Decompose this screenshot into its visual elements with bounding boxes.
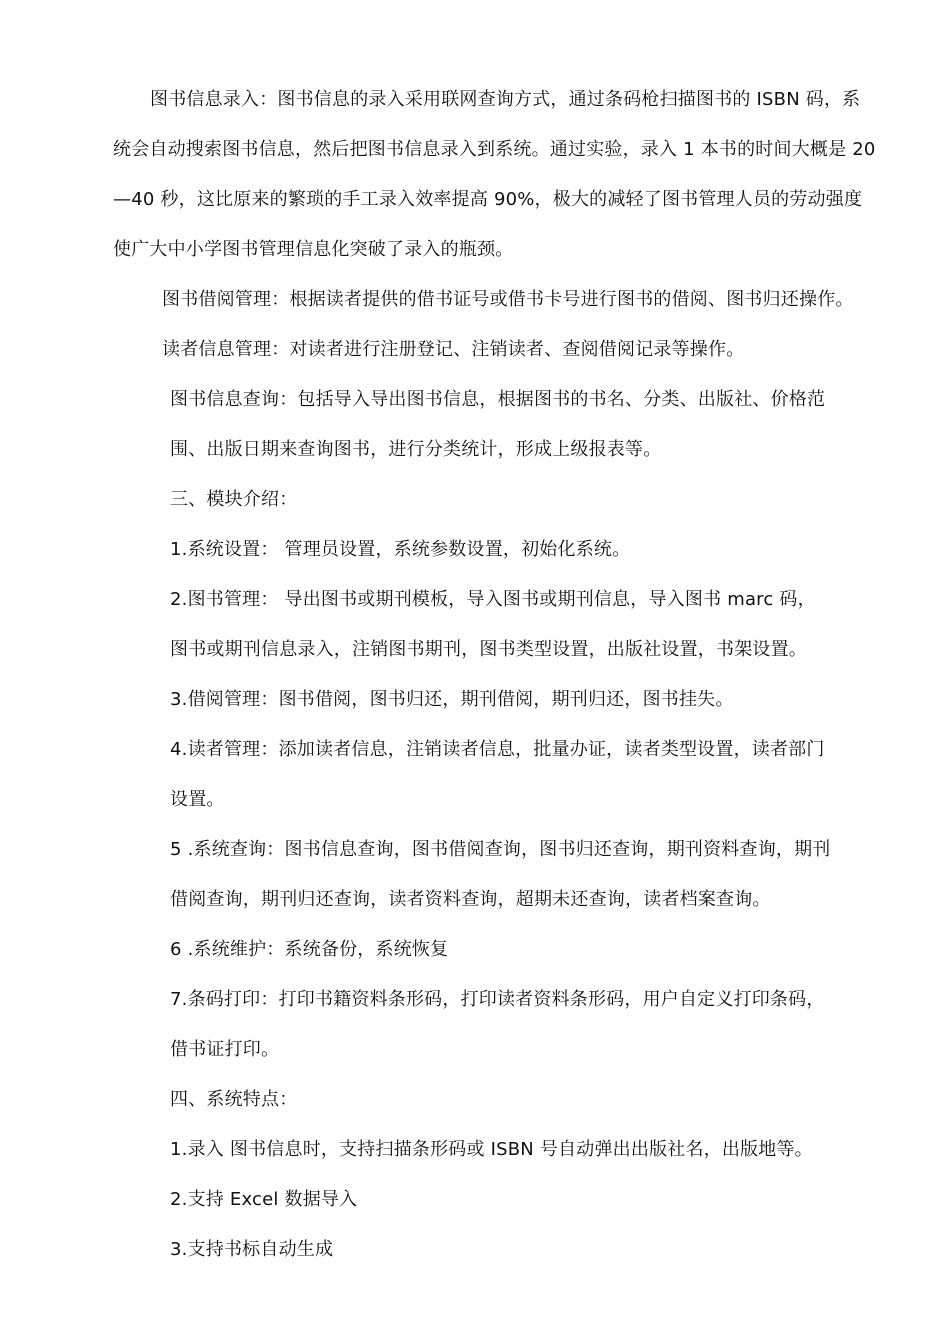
intro-line-2: 统会自动搜索图书信息，然后把图书信息录入到系统。通过实验，录入 1 本书的时间大概是 20: [113, 139, 876, 160]
module-2-line-1: 2.图书管理： 导出图书或期刊模板，导入图书或期刊信息，导入图书 marc 码，: [170, 589, 816, 610]
intro-line-1: 图书信息录入：图书信息的录入采用联网查询方式，通过条码枪扫描图书的 ISBN 码，系: [150, 89, 861, 110]
module-4-line-2: 设置。: [170, 789, 225, 810]
query-line-2: 围、出版日期来查询图书，进行分类统计，形成上级报表等。: [170, 439, 662, 460]
module-7-line-2: 借书证打印。: [170, 1039, 280, 1060]
module-6: 6 .系统维护：系统备份，系统恢复: [170, 939, 449, 960]
module-7-line-1: 7.条码打印：打印书籍资料条形码，打印读者资料条形码，用户自定义打印条码，: [170, 989, 825, 1010]
module-5-line-1: 5 .系统查询：图书信息查询，图书借阅查询，图书归还查询，期刊资料查询，期刊: [170, 839, 831, 860]
intro-line-4: 使广大中小学图书管理信息化突破了录入的瓶颈。: [113, 239, 514, 260]
borrow-management-paragraph: 图书借阅管理：根据读者提供的借书证号或借书卡号进行图书的借阅、图书归还操作。: [162, 289, 854, 310]
intro-line-3: —40 秒，这比原来的繁琐的手工录入效率提高 90%，极大的减轻了图书管理人员的劳动强度: [113, 189, 863, 210]
section-4-heading: 四、系统特点：: [170, 1089, 298, 1110]
section-3-heading: 三、模块介绍：: [170, 489, 298, 510]
reader-management-paragraph: 读者信息管理：对读者进行注册登记、注销读者、查阅借阅记录等操作。: [162, 339, 745, 360]
feature-3: 3.支持书标自动生成: [170, 1239, 334, 1260]
module-2-line-2: 图书或期刊信息录入，注销图书期刊，图书类型设置，出版社设置，书架设置。: [170, 639, 807, 660]
module-4-line-1: 4.读者管理：添加读者信息，注销读者信息，批量办证，读者类型设置，读者部门: [170, 739, 825, 760]
module-5-line-2: 借阅查询，期刊归还查询，读者资料查询，超期未还查询，读者档案查询。: [170, 889, 771, 910]
module-1: 1.系统设置： 管理员设置，系统参数设置，初始化系统。: [170, 539, 631, 560]
feature-2: 2.支持 Excel 数据导入: [170, 1189, 358, 1210]
query-line-1: 图书信息查询：包括导入导出图书信息，根据图书的书名、分类、出版社、价格范: [170, 389, 826, 410]
module-3: 3.借阅管理：图书借阅，图书归还，期刊借阅，期刊归还，图书挂失。: [170, 689, 734, 710]
feature-1: 1.录入 图书信息时，支持扫描条形码或 ISBN 号自动弹出出版社名，出版地等。: [170, 1139, 813, 1160]
